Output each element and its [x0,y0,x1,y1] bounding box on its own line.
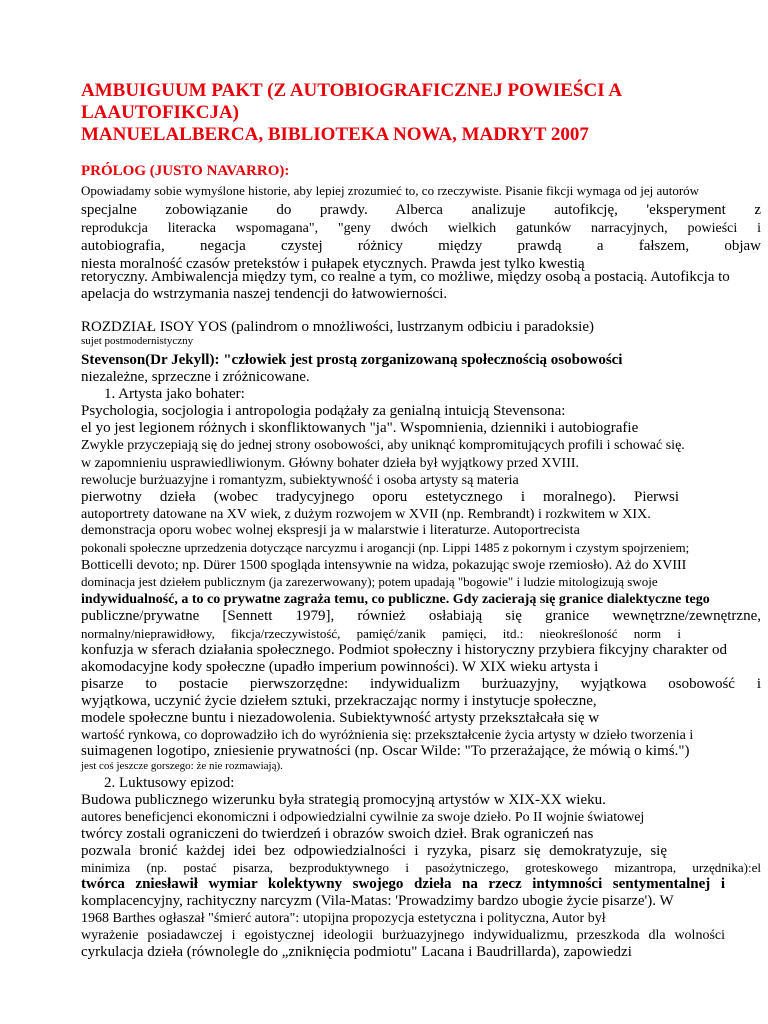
body-line: Budowa publicznego wizerunku była strategią promocyjną artystów w XIX-XX wieku. [81,792,606,808]
list-item-1-heading: 1. Artysta jako bohater: [104,386,245,402]
body-line: akomodacyjne kody społeczne (upadło imperium powinności). W XIX wieku artysta i [81,659,599,675]
stevenson-quote: Stevenson(Dr Jekyll): "człowiek jest prostą zorganizowaną społecznością osobowości [81,352,623,368]
prolog-line: retoryczny. Ambiwalencja między tym, co realne a tym, co możliwe, między osobą a postacią. Autofikcja to [81,269,730,285]
chapter-heading: ROZDZIAŁ ISOY YOS (palindrom o mnożliwości, lustrzanym odbiciu i paradoksie) [81,319,594,335]
body-line: Psychologia, socjologia i antropologia podążały za genialną intuicją Stevensona: [81,403,566,419]
body-line: cyrkulacja dzieła (równolegle do „zniknięcia podmiotu" Lacana i Baudrillarda), zapowiedzi [81,944,632,960]
body-line: minimiza (np. postać pisarza, bezproduktywnego i pasożytniczego, groteskowego mizantropa, urzędnika):el [81,860,761,875]
body-line: suimagenen logotipo, zniesienie prywatności (np. Oscar Wilde: "To przerażające, że mówią o kimś.") [81,743,690,759]
document-title-line-2: LAAUTOFIKCJA) [81,102,239,123]
prolog-line: apelacja do wstrzymania naszej tendencji do łatwowierności. [81,286,448,302]
body-line: w zapomnieniu usprawiedliwionym. Główny bohater dzieła był wyjątkowy przed XVIII. [81,456,580,471]
prolog-line: autobiografia, negacja czystej różnicy między prawdą a fałszem, objaw [81,238,761,254]
body-line: pisarze to postacie pierwszorzędne: indywidualizm burżuazyjny, wyjątkowa osobowość i [81,676,761,692]
body-line: pokonali społeczne uprzedzenia dotyczące narcyzmu i arogancji (np. Lippi 1485 z pokornym i czystym spojrzeniem; [81,540,690,555]
body-line: rewolucje burżuazyjne i romantyzm, subiektywność i osoba artysty są materia [81,473,519,488]
body-line: 1968 Barthes ogłaszał "śmierć autora": utopijna propozycja estetyczna i polityczna, Autor był [81,911,606,926]
list-item-2-heading: 2. Luktusowy epizod: [104,775,235,791]
document-title-line-1: AMBUIGUUM PAKT (Z AUTOBIOGRAFICZNEJ POWIEŚCI A [81,80,623,101]
body-line: Botticelli devoto; np. Dürer 1500 spoglądа intensywnie na widza, pokazując swoje rzemiosło). Aż do XVIII [81,558,687,573]
body-line: modele społeczne buntu i niezadowolenia. Subiektywność artysty przekształcała się w [81,710,600,726]
body-line: normalny/nieprawidłowy, fikcja/rzeczywistość, pamięć/zanik pamięci, itd.: nieokreśloność norm i [81,626,681,641]
body-line: dominacja jest dziełem publicznym (ja zarezerwowany); potem upadają "bogowie" i ludzie mitologizują swoje [81,574,658,589]
body-line: autoportrety datowane na XV wiek, z dużym rozwojem w XVII (np. Rembrandt) i rozkwitem w XIX. [81,507,651,522]
body-line: Zwykle przyczepiają się do jednej strony osobowości, aby uniknąć kompromitujących profili i schować się. [81,438,685,453]
body-line: wyrażenie posiadawczej i egoistycznej ideologii burżuazyjnego indywidualizmu, przeszkoda dla wolności [81,928,725,943]
prolog-line: Opowiadamy sobie wymyślone historie, aby lepiej zrozumieć to, co rzeczywiste. Pisanie fikcji wymaga od jej autorów [81,183,700,198]
emphasis-line: indywidualność, a to co prywatne zagraża temu, co publiczne. Gdy zacierają się granice dialektyczne tego [81,592,710,607]
body-line: komplacencyjny, rachityczny narcyzm (Vila-Matas: 'Prowadzimy bardzo ubogie życie pisarze'). W [81,893,674,909]
chapter-subheading: sujet postmodernistyczny [81,335,194,347]
body-line: demonstracja oporu wobec wolnej ekspresji ja w malarstwie i literaturze. Autoportrecista [81,523,580,538]
body-line: twórcy zostali ograniczeni do twierdzeń i obrazów swoich dzieł. Brak ograniczeń nas [81,826,594,842]
body-line: konfuzja w sferach działania społecznego. Podmiot społeczny i historyczny przybiera fikcyjny charakter od [81,642,728,658]
prolog-line: niesta moralność czasów pretekstów i pułapek etycznych. Prawda jest tylko kwestią [81,256,585,272]
prolog-line: reprodukcja literacka wspomagana", "geny dwóch wielkich gatunków narracyjnych, powieści i [81,221,761,236]
body-line: wyjątkowa, uczynić życie dziełem sztuki, przekraczając normy i instytucje społeczne, [81,693,597,709]
body-line: wartość rynkowa, co doprowadziło ich do wyróżnienia się: przekształcenie życia artysty w dzieło tworzenia i [81,728,694,743]
body-line: pozwala bronić każdej idei bez odpowiedzialności i ryzyka, pisarz się demokratyzuje, się [81,843,667,859]
emphasis-line: twórca zniesławił wymiar kolektywny swojego dzieła na rzecz intymności sentymentalnej i [81,876,725,892]
body-line: publiczne/prywatne [Sennett 1979], również osłabiają się granice wewnętrzne/zewnętrzne, [81,608,761,624]
prolog-heading: PRÓLOG (JUSTO NAVARRO): [81,163,290,179]
body-line: el yo jest legionem różnych i skonfliktowanych "ja". Wspomnienia, dzienniki i autobiografie [81,420,639,436]
body-line: pierwotny dzieła (wobec tradycyjnego oporu estetycznego i moralnego). Pierwsi [81,489,679,505]
document-title-line-3: MANUELALBERCA, BIBLIOTEKA NOWA, MADRYT 2007 [81,124,589,145]
small-note: jest coś jeszcze gorszego: że nie rozmawiają). [81,760,283,772]
body-line: autores beneficjenci ekonomiczni i odpowiedzialni cywilnie za swoje dzieło. Po II wojnie światowej [81,810,645,825]
stevenson-quote-rest: niezależne, sprzeczne i zróżnicowane. [81,369,310,385]
prolog-line: specjalne zobowiązanie do prawdy. Alberca analizuje autofikcję, 'eksperyment z [81,202,761,218]
